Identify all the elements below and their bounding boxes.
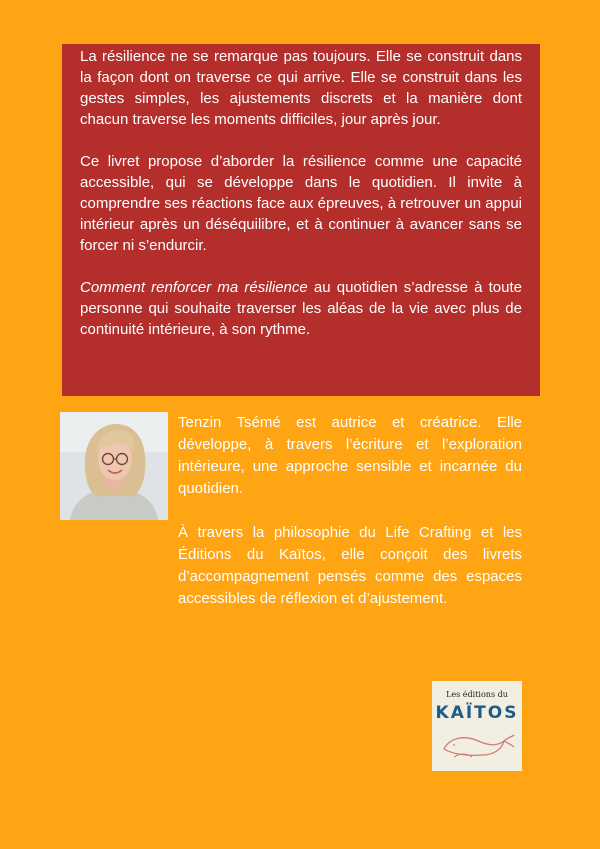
author-bio bbox=[178, 412, 522, 632]
author-photo bbox=[60, 412, 168, 520]
author-bio-paragraph-1: Tenzin Tsémé est autrice et créatrice. Elle développe, à travers l’écriture et l’exploration intérieure, une approche sensible et incarnée du quotidien. bbox=[178, 414, 522, 497]
author-portrait-image bbox=[60, 412, 168, 520]
description-paragraph-2: Ce livret propose d’aborder la résilience comme une capacité accessible, qui se développe dans le quotidien. Il invite à comprendre ses réactions face aux épreuves, à retrouver un appui intérieur après un déséquilibre, et à continuer à avancer sans se forcer ni s’endurcir. bbox=[80, 153, 522, 254]
description-paragraph-3-rest: au quotidien s’adresse à toute personne qui souhaite traverser les aléas de la vie avec plus de continuité intérieure, à son rythme. bbox=[80, 279, 522, 338]
publisher-logo bbox=[432, 681, 522, 771]
description-panel bbox=[62, 44, 540, 396]
whale-icon bbox=[432, 723, 522, 763]
author-bio-paragraph-2: À travers la philosophie du Life Crafting et les Éditions du Kaïtos, elle conçoit des livrets d’accompagnement pensés comme des espaces accessibles de réflexion et d’ajustement. bbox=[178, 524, 522, 607]
description-paragraph-1: La résilience ne se remarque pas toujours. Elle se construit dans la façon dont on traverse ce qui arrive. Elle se construit dans les gestes simples, les ajustements discrets et la manière dont chacun traverse les moments difficiles, jour après jour. bbox=[80, 48, 522, 128]
book-title: Comment renforcer ma résilience bbox=[80, 279, 308, 296]
description-paragraph-3 bbox=[80, 277, 522, 340]
publisher-logo-tagline: Les éditions du bbox=[446, 690, 508, 699]
publisher-logo-brand: KAÏTOS bbox=[435, 703, 519, 723]
